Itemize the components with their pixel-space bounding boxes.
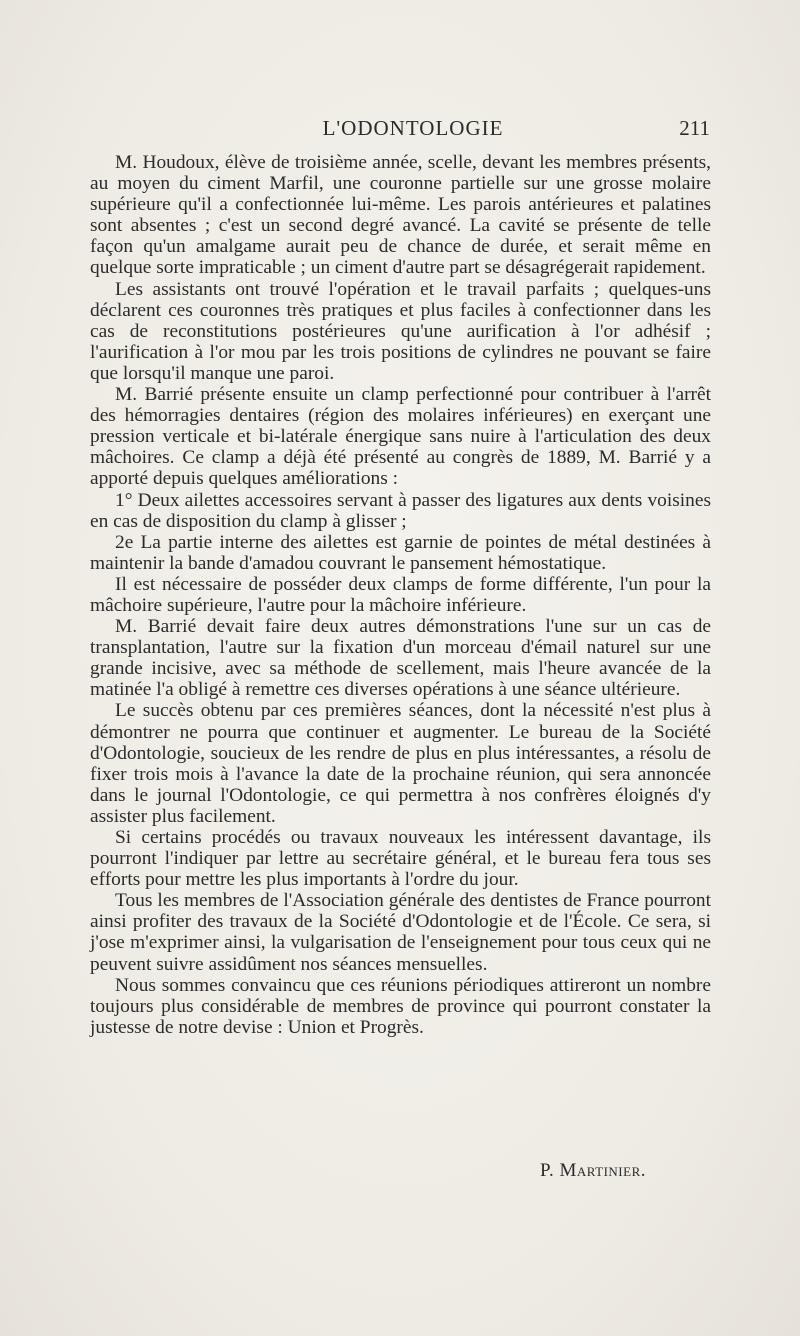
paragraph: 2e La partie interne des ailettes est garnie de pointes de métal destinées à maintenir la bande d'amadou couvrant le pansement hémostatique.	[90, 531, 711, 574]
paragraph: Tous les membres de l'Association générale des dentistes de France pourront ainsi profiter des travaux de la Société d'Odontologie et de l'École. Ce sera, si j'ose m'exprimer ainsi, la vulgarisation de l'enseignement pour tous ceux qui ne peuvent suivre assidûment nos séances mensuelles.	[90, 890, 711, 975]
paragraph: Les assistants ont trouvé l'opération et le travail parfaits ; quelques-uns déclarent ces couronnes très pratiques et plus faciles à confectionner dans les cas de reconstitutions postérieures qu'une aurification à l'or adhésif ; l'aurification à l'or mou par les trois positions de cylindres ne pouvant se faire que lorsqu'il manque une paroi.	[90, 278, 711, 384]
paragraph: M. Barrié présente ensuite un clamp perfectionné pour contribuer à l'arrêt des hémorragies dentaires (région des molaires inférieures) en exerçant une pression verticale et bi-latérale énergique sans nuire à l'articulation des deux mâchoires. Ce clamp a déjà été présenté au congrès de 1889, M. Barrié y a apporté depuis quelques améliorations :	[90, 384, 711, 490]
paragraph: Si certains procédés ou travaux nouveaux les intéressent davantage, ils pourront l'indiquer par lettre au secrétaire général, et le bureau fera tous ses efforts pour mettre les plus importants à l'ordre du jour.	[90, 827, 711, 891]
author-signature	[540, 1160, 646, 1182]
paragraph: Nous sommes convaincu que ces réunions périodiques attireront un nombre toujours plus considérable de membres de province qui pourront constater la justesse de notre devise : Union et Progrès.	[90, 974, 711, 1038]
running-title: L'ODONTOLOGIE	[322, 116, 504, 140]
paragraph: Il est nécessaire de posséder deux clamps de forme différente, l'un pour la mâchoire supérieure, l'autre pour la mâchoire inférieure.	[90, 573, 711, 616]
page-header	[116, 116, 710, 146]
signature-initial: P.	[540, 1160, 555, 1181]
page-number: 211	[679, 116, 710, 140]
paragraph: M. Houdoux, élève de troisième année, scelle, devant les membres présents, au moyen du ciment Marfil, une couronne partielle sur une grosse molaire supérieure qu'il a confectionnée lui-même. Les parois antérieures et palatines sont absentes ; c'est un second degré avancé. La cavité se présente de telle façon qu'un amalgame aurait peu de chance de durée, et serait même en quelque sorte impraticable ; un ciment d'autre part se désagrégerait rapidement.	[90, 152, 711, 279]
signature-name: Martinier.	[559, 1160, 646, 1181]
paragraph: Le succès obtenu par ces premières séances, dont la nécessité n'est plus à démontrer ne pourra que continuer et augmenter. Le bureau de la Société d'Odontologie, soucieux de les rendre de plus en plus intéressantes, a résolu de fixer trois mois à l'avance la date de la prochaine réunion, qui sera annoncée dans le journal l'Odontologie, ce qui permettra à nos confrères éloignés d'y assister plus facilement.	[90, 700, 711, 827]
paragraph: 1° Deux ailettes accessoires servant à passer des ligatures aux dents voisines en cas de disposition du clamp à glisser ;	[90, 489, 711, 532]
paragraph: M. Barrié devait faire deux autres démonstrations l'une sur un cas de transplantation, l'autre sur la fixation d'un morceau d'émail naturel sur une grande incisive, avec sa méthode de scellement, mais l'heure avancée de la matinée l'a obligé à remettre ces diverses opérations à une séance ultérieure.	[90, 616, 711, 701]
body-text	[90, 152, 711, 1038]
